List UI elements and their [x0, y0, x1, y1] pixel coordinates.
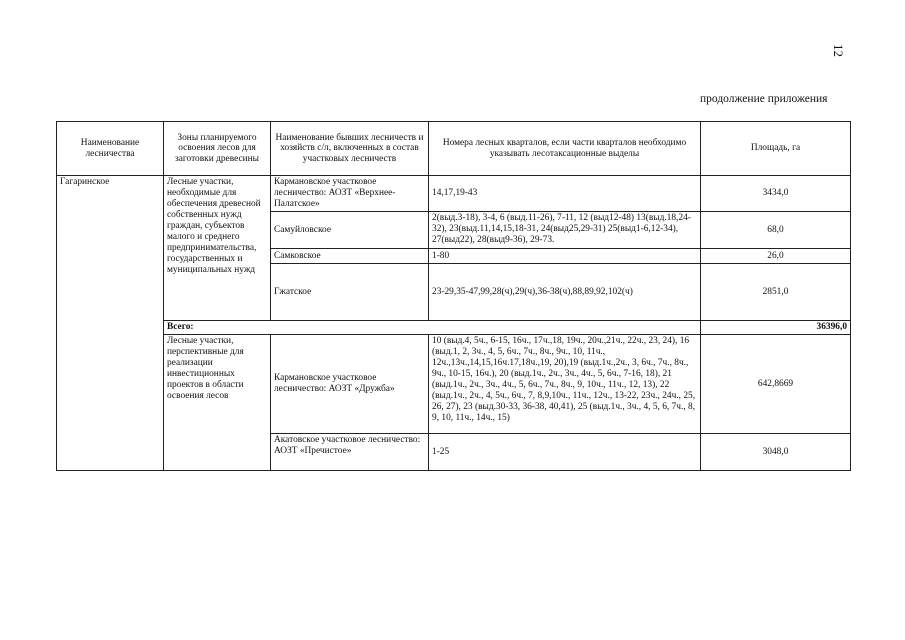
area-cell: 3434,0	[701, 176, 851, 212]
header-forestry: Наименование лесничества	[57, 122, 164, 176]
former-forestry-cell: Кармановское участковое лесничество: АОЗТ «Верхнее-Палатское»	[271, 176, 429, 212]
quarters-cell: 10 (выд.4, 5ч., 6-15, 16ч., 17ч.,18, 19ч., 20ч.,21ч., 22ч., 23, 24), 16 (выд.1, 2, 3ч., 4, 5, 6ч., 7ч., 8ч., 9ч., 10, 11ч., 12ч.,13ч.,14,15,16ч.17,18ч.,19, 20),19 (выд.1ч.,2ч., 3, 6ч., 7ч., 8ч., 9ч., 10-15, 16ч.), 20 (выд.1ч., 2ч., 3ч., 4ч., 5, 6ч., 7-16, 18), 21 (выд.1ч., 2ч., 3ч., 4ч., 5, 6ч., 7ч., 8ч., 9, 10ч., 11ч., 12, 13), 22 (выд.1ч., 2ч., 4, 5ч., 6ч., 7, 8,9,10ч., 11ч., 12ч., 13-22, 23ч., 24ч., 25, 26, 27), 23 (выд.30-33, 36-38, 40,41), 25 (выд.1ч., 3ч., 4, 5, 6, 7ч., 8, 9, 10, 11ч., 14ч., 15)	[429, 335, 701, 434]
header-zones: Зоны планируемого освоения лесов для заготовки древесины	[164, 122, 271, 176]
forestry-name-cell: Гагаринское	[57, 176, 164, 471]
former-forestry-cell: Самковское	[271, 249, 429, 264]
header-area: Площадь, га	[701, 122, 851, 176]
area-cell: 26,0	[701, 249, 851, 264]
total-label: Всего:	[164, 321, 701, 335]
quarters-cell: 2(выд.3-18), 3-4, 6 (выд.11-26), 7-11, 12 (выд12-48) 13(выд.18,24-32), 23(выд.11,14,15,18-31, 24(выд25,29-31) 25(выд1-6,12-34), 27(выд22), 28(выд9-36), 29-73.	[429, 212, 701, 249]
quarters-cell: 14,17,19-43	[429, 176, 701, 212]
area-cell: 3048,0	[701, 434, 851, 471]
header-former-forestries: Наименование бывших лесничеств и хозяйств с/л, включенных в состав участковых лесничеств	[271, 122, 429, 176]
area-cell: 2851,0	[701, 264, 851, 321]
former-forestry-cell: Кармановское участковое лесничество: АОЗТ «Дружба»	[271, 335, 429, 434]
quarters-cell: 1-80	[429, 249, 701, 264]
total-row	[57, 321, 851, 335]
quarters-cell: 23-29,35-47,99,28(ч),29(ч),36-38(ч),88,89,92,102(ч)	[429, 264, 701, 321]
page-number: 12	[831, 44, 846, 57]
continuation-caption: продолжение приложения	[700, 93, 828, 105]
former-forestry-cell: Самуйловское	[271, 212, 429, 249]
former-forestry-cell: Гжатское	[271, 264, 429, 321]
header-quarters: Номера лесных кварталов, если части кварталов необходимо указывать лесотаксационные выделы	[429, 122, 701, 176]
table-row	[57, 335, 851, 434]
forestry-table	[56, 121, 851, 471]
area-cell: 642,8669	[701, 335, 851, 434]
zone-cell: Лесные участки, необходимые для обеспечения древесной собственных нужд граждан, субъектов малого и среднего предпринимательства, государственных и муниципальных нужд	[164, 176, 271, 321]
table-row	[57, 176, 851, 212]
total-value: 36396,0	[701, 321, 851, 335]
former-forestry-cell: Акатовское участковое лесничество: АОЗТ «Пречистое»	[271, 434, 429, 471]
area-cell: 68,0	[701, 212, 851, 249]
quarters-cell: 1-25	[429, 434, 701, 471]
zone-cell: Лесные участки, перспективные для реализации инвестиционных проектов в области освоения лесов	[164, 335, 271, 471]
header-row	[57, 122, 851, 176]
